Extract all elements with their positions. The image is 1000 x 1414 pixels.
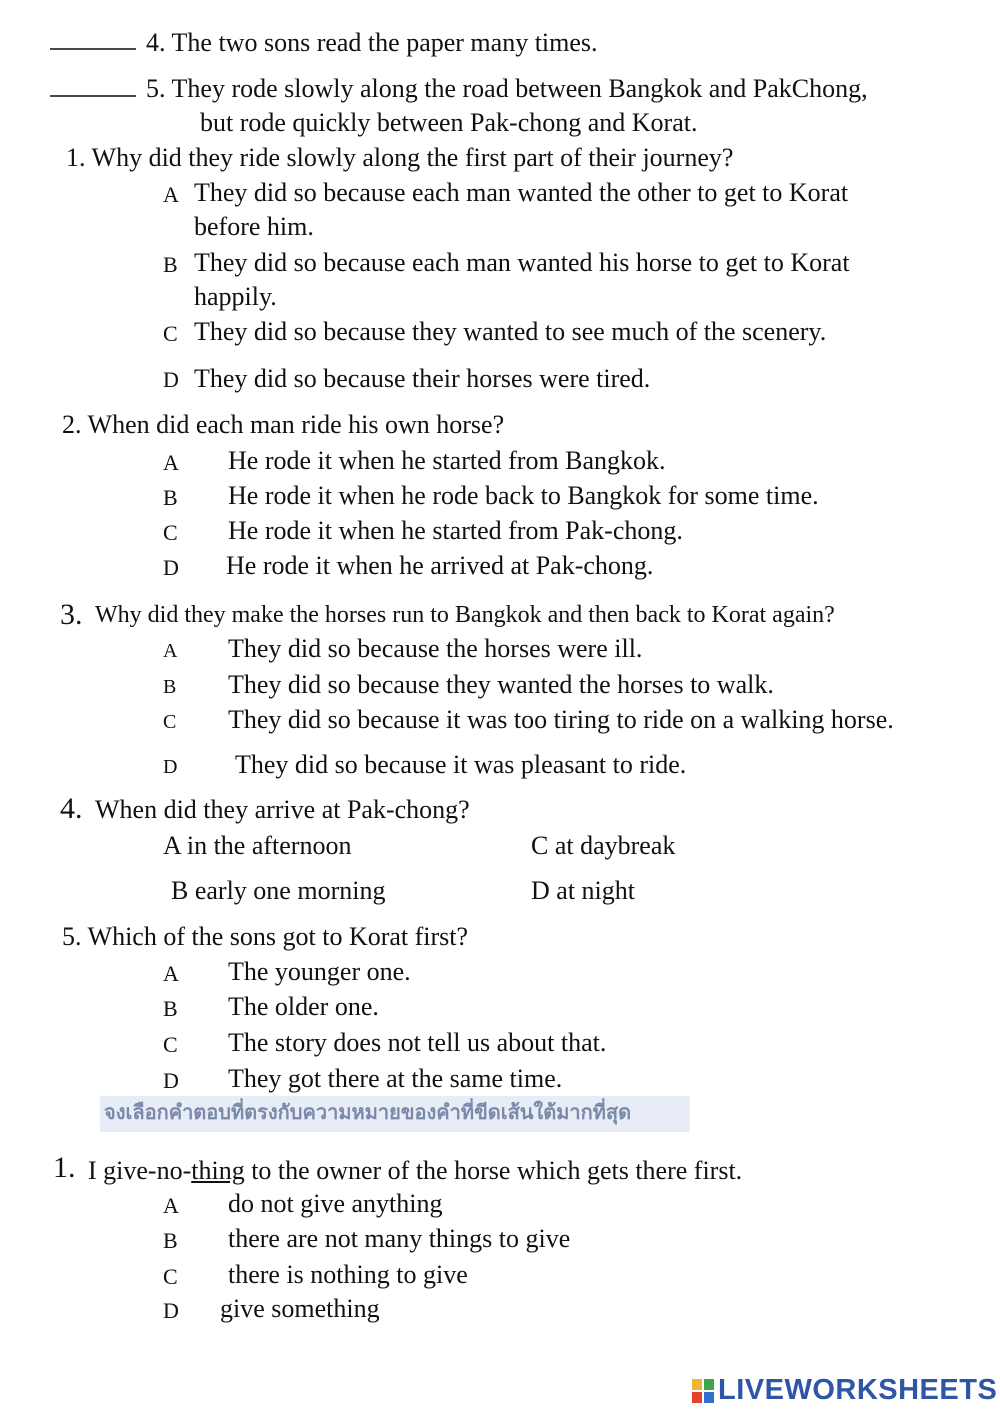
option-label: C <box>163 1032 178 1057</box>
q1-option-a[interactable]: They did so because each man wanted the other to get to Korat <box>194 178 849 207</box>
q1-option-d[interactable]: They did so because their horses were tired. <box>194 364 651 393</box>
q3-option-a[interactable]: They did so because the horses were ill. <box>228 634 643 663</box>
option-label: A <box>163 1193 179 1218</box>
statement-5: 5. They rode slowly along the road between Bangkok and PakChong, <box>146 74 868 103</box>
q5-option-d[interactable]: They got there at the same time. <box>228 1064 563 1093</box>
q2-option-c[interactable]: He rode it when he started from Pak-chong. <box>228 516 683 545</box>
q3-option-c[interactable]: They did so because it was too tiring to ride on a walking horse. <box>228 705 894 734</box>
vocab-question-1 <box>88 1158 742 1184</box>
question-text-before: I give-no- <box>88 1156 192 1185</box>
option-label: A <box>163 961 179 986</box>
question-1: 1. Why did they ride slowly along the first part of their journey? <box>66 143 734 172</box>
question-5: 5. Which of the sons got to Korat first? <box>62 922 469 951</box>
q1-option-a-continued: before him. <box>194 212 314 241</box>
option-label: C <box>163 520 178 545</box>
q5-option-a[interactable]: The younger one. <box>228 957 411 986</box>
vocab-option-a[interactable]: do not give anything <box>228 1189 443 1218</box>
question-4-number: 4. <box>60 792 83 825</box>
q3-option-b[interactable]: They did so because they wanted the horses to walk. <box>228 670 774 699</box>
q2-option-a[interactable]: He rode it when he started from Bangkok. <box>228 446 666 475</box>
q1-option-b-continued: happily. <box>194 282 277 311</box>
q2-option-b[interactable]: He rode it when he rode back to Bangkok for some time. <box>228 481 819 510</box>
q4-option-a[interactable]: A in the afternoon <box>163 831 352 860</box>
option-label: B <box>163 676 177 698</box>
option-label: B <box>163 252 178 277</box>
option-label: D <box>163 367 179 392</box>
option-label: B <box>163 485 178 510</box>
option-label: B <box>163 1228 178 1253</box>
statement-4: 4. The two sons read the paper many times. <box>146 28 598 57</box>
question-4: When did they arrive at Pak-chong? <box>95 795 470 824</box>
option-label: D <box>163 1068 179 1093</box>
liveworksheets-logo-icon <box>692 1379 714 1403</box>
vocab-option-c[interactable]: there is nothing to give <box>228 1260 468 1289</box>
option-label: B <box>163 996 178 1021</box>
question-2: 2. When did each man ride his own horse? <box>62 410 505 439</box>
option-label: D <box>163 756 178 778</box>
q4-option-c[interactable]: C at daybreak <box>531 831 676 860</box>
logo-wordmark: LIVEWORKSHEETS <box>718 1374 998 1406</box>
q3-option-d[interactable]: They did so because it was pleasant to ride. <box>235 750 687 779</box>
q1-option-b[interactable]: They did so because each man wanted his horse to get to Korat <box>194 248 850 277</box>
option-label: A <box>163 640 178 662</box>
q4-option-d[interactable]: D at night <box>531 876 635 905</box>
option-label: C <box>163 1264 178 1289</box>
vocab-option-d[interactable]: give something <box>220 1294 380 1323</box>
question-text-after: to the owner of the horse which gets there first. <box>244 1156 743 1185</box>
q2-option-d[interactable]: He rode it when he arrived at Pak-chong. <box>226 551 654 580</box>
option-label: C <box>163 321 178 346</box>
q4-option-b[interactable]: B early one morning <box>171 876 386 905</box>
answer-blank-4[interactable] <box>50 48 136 50</box>
q5-option-c[interactable]: The story does not tell us about that. <box>228 1028 607 1057</box>
statement-5-continued: but rode quickly between Pak-chong and Korat. <box>200 108 698 137</box>
question-3-number: 3. <box>60 598 83 631</box>
instruction-text: จงเลือกคำตอบที่ตรงกับความหมายของคำที่ขีดเส้นใต้มากที่สุด <box>104 1100 632 1124</box>
option-label: A <box>163 450 179 475</box>
q5-option-b[interactable]: The older one. <box>228 992 379 1021</box>
option-label: D <box>163 555 179 580</box>
question-3: Why did they make the horses run to Bangkok and then back to Korat again? <box>95 602 835 628</box>
underlined-word: thing <box>191 1156 245 1185</box>
option-label: D <box>163 1298 179 1323</box>
option-label: A <box>163 182 179 207</box>
option-label: C <box>163 711 177 733</box>
answer-blank-5[interactable] <box>50 95 136 97</box>
vocab-question-1-number: 1. <box>53 1151 76 1184</box>
q1-option-c[interactable]: They did so because they wanted to see much of the scenery. <box>194 317 827 346</box>
vocab-option-b[interactable]: there are not many things to give <box>228 1224 571 1253</box>
